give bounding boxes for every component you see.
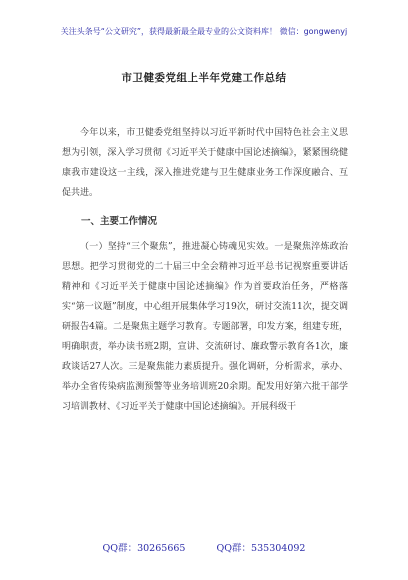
footer-contact <box>0 540 408 554</box>
section-heading: 一、主要工作情况 <box>81 216 158 227</box>
footer-qq-group-2: QQ群：535304092 <box>216 543 306 554</box>
document-title: 市卫健委党组上半年党建工作总结 <box>121 72 287 84</box>
footer-qq-group-1: QQ群：30265665 <box>102 543 186 554</box>
intro-paragraph: 今年以来，市卫健委党组坚持以习近平新时代中国特色社会主义思想为引领，深入学习贯彻《习近平关于健康中国论述摘编》，紧紧围绕健康我市建设这一主线，深入推进党建与卫生健康业务工作深度融合、互促共进。 <box>62 128 348 198</box>
header-promo-note: 关注头条号“公文研究”，获得最新最全最专业的公文资料库！ 微信：gongwenyj <box>60 27 348 36</box>
document-body <box>62 123 348 417</box>
section-paragraph: （一）坚持“三个聚焦”，推进凝心铸魂见实效。一是聚焦淬炼政治思想。把学习贯彻党的二十届三中全会精神习近平总书记视察重要讲话精神和《习近平关于健康中国论述摘编》作为首要政治任务，严格落实“第一议题”制度，中心组开展集体学习19次，研讨交流11次，提交调研报告4篇。二是聚焦主题学习教育。专题部署，印发方案，组建专班，明确职责，举办读书班2期，宣讲、交流研讨、廉政警示教育各1次，廉政谈话27人次。三是聚焦能力素质提升。强化调研，分析需求，承办、举办全省传染病监测预警等业务培训班20余期。配发用好第六批干部学习培训教材、《习近平关于健康中国论述摘编》。开展科级干 <box>62 242 348 412</box>
